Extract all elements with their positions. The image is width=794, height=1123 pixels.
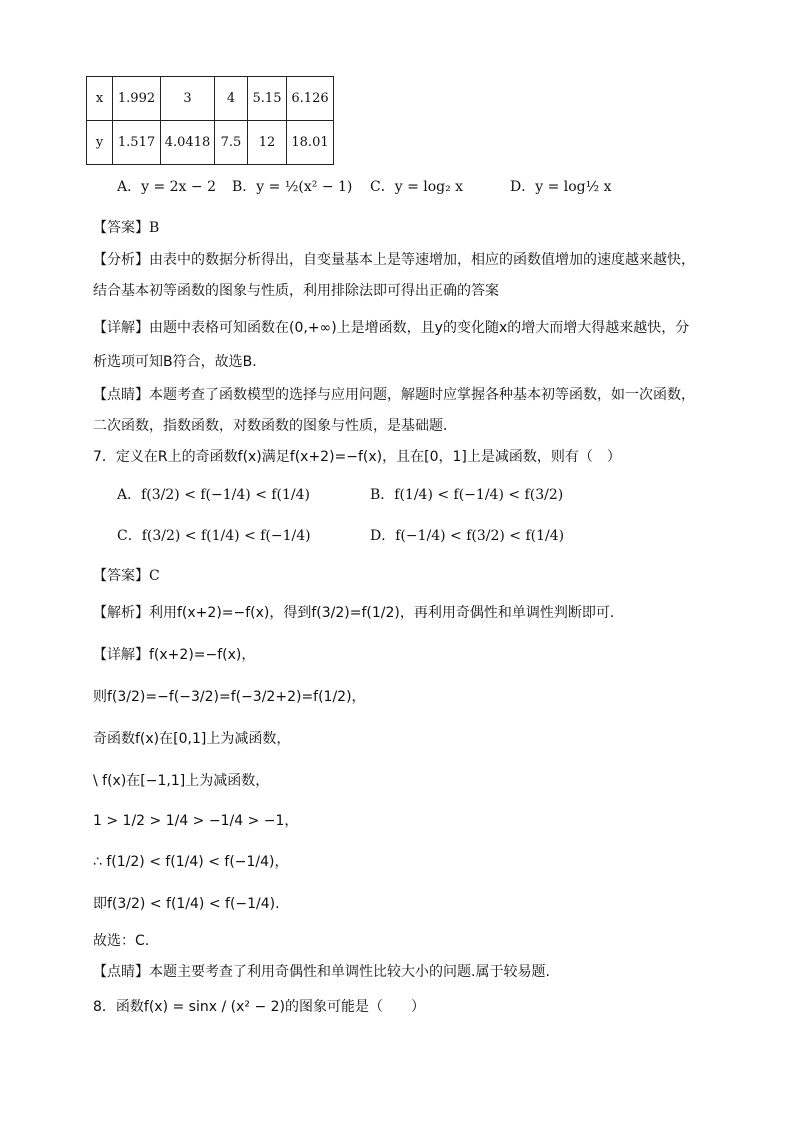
detail-tag: 【详解】	[93, 647, 149, 663]
table-cell: 1.992	[113, 77, 161, 121]
data-table	[86, 76, 334, 165]
comment-tag: 【点睛】	[93, 964, 149, 980]
q7-detail-line-1	[93, 644, 255, 666]
table-cell: 6.126	[287, 77, 334, 121]
table-cell: y	[87, 121, 113, 165]
q6-option-a: A．y = 2x − 2	[117, 179, 216, 195]
comment-text: 本题考查了函数模型的选择与应用问题，解题时应掌握各种基本初等函数，如一次函数，	[149, 387, 695, 403]
q7-option-c: C．f(3/2) < f(1/4) < f(−1/4)	[117, 528, 311, 544]
q6-analysis-line-2: 结合基本初等函数的图象与性质，利用排除法即可得出正确的答案	[93, 283, 499, 299]
table-cell: 7.5	[215, 121, 248, 165]
q7-detail-line-5: 1 > 1/2 > 1/4 > −1/4 > −1，	[93, 813, 299, 829]
q7-option-a: A．f(3/2) < f(−1/4) < f(1/4)	[117, 487, 311, 503]
q6-answer	[93, 217, 159, 239]
table-row	[87, 121, 334, 165]
table-cell: 3	[161, 77, 215, 121]
table-cell: 4.0418	[161, 121, 215, 165]
q7-detail-line-2: 则f(3/2)=−f(−3/2)=f(−3/2+2)=f(1/2)，	[93, 689, 366, 705]
q6-option-d: D．y = log½ x	[510, 179, 612, 195]
table-cell: 4	[215, 77, 248, 121]
q7-detail-line-6: ∴ f(1/2) < f(1/4) < f(−1/4)，	[93, 854, 289, 870]
comment-text: 本题主要考查了利用奇偶性和单调性比较大小的问题.属于较易题.	[149, 964, 550, 980]
detail-tag: 【详解】	[93, 320, 149, 336]
q6-comment-line-1	[93, 384, 695, 406]
analysis-text: 利用f(x+2)=−f(x)，得到f(3/2)=f(1/2)，再利用奇偶性和单调性判断即可.	[149, 605, 615, 621]
detail-text: 由题中表格可知函数在(0,+∞)上是增函数，且y的变化随x的增大而增大得越来越快，分	[149, 320, 690, 336]
q7-option-d: D．f(−1/4) < f(3/2) < f(1/4)	[370, 528, 565, 544]
table-row	[87, 77, 334, 121]
table-cell: 12	[248, 121, 287, 165]
answer-value: C	[149, 568, 160, 584]
table-cell: 18.01	[287, 121, 334, 165]
q7-stem: 7．定义在R上的奇函数f(x)满足f(x+2)=−f(x)，且在[0，1]上是减函数，则有（ ）	[93, 449, 621, 465]
q6-analysis-line-1	[93, 249, 695, 271]
q6-detail-line-2: 析选项可知B符合，故选B．	[93, 354, 267, 370]
q7-analysis	[93, 602, 614, 624]
table-cell: x	[87, 77, 113, 121]
analysis-text: 由表中的数据分析得出，自变量基本上是等速增加，相应的函数值增加的速度越来越快，	[149, 252, 695, 268]
q8-stem: 8．函数f(x) = sinx / (x² − 2)的图象可能是（ ）	[93, 999, 425, 1015]
q6-comment-line-2: 二次函数，指数函数，对数函数的图象与性质，是基础题．	[93, 418, 457, 434]
q7-detail-line-3: 奇函数f(x)在[0,1]上为减函数，	[93, 731, 291, 747]
answer-tag: 【答案】	[93, 220, 149, 236]
table-cell: 1.517	[113, 121, 161, 165]
answer-value: B	[149, 220, 160, 236]
q7-option-b: B．f(1/4) < f(−1/4) < f(3/2)	[370, 487, 564, 503]
q6-option-b: B．y = ½(x² − 1)	[232, 179, 353, 195]
q7-comment	[93, 961, 550, 983]
q6-option-c: C．y = log₂ x	[370, 179, 464, 195]
q6-detail-line-1	[93, 317, 689, 339]
q7-detail-line-4: \ f(x)在[−1,1]上为减函数，	[93, 773, 270, 789]
detail-text: f(x+2)=−f(x)，	[149, 647, 256, 663]
table-cell: 5.15	[248, 77, 287, 121]
q7-detail-line-7: 即f(3/2) < f(1/4) < f(−1/4).	[93, 896, 280, 912]
analysis-tag: 【解析】	[93, 605, 149, 621]
q7-choice: 故选：C.	[93, 933, 150, 949]
comment-tag: 【点睛】	[93, 387, 149, 403]
answer-tag: 【答案】	[93, 568, 149, 584]
q7-answer	[93, 565, 160, 587]
analysis-tag: 【分析】	[93, 252, 149, 268]
